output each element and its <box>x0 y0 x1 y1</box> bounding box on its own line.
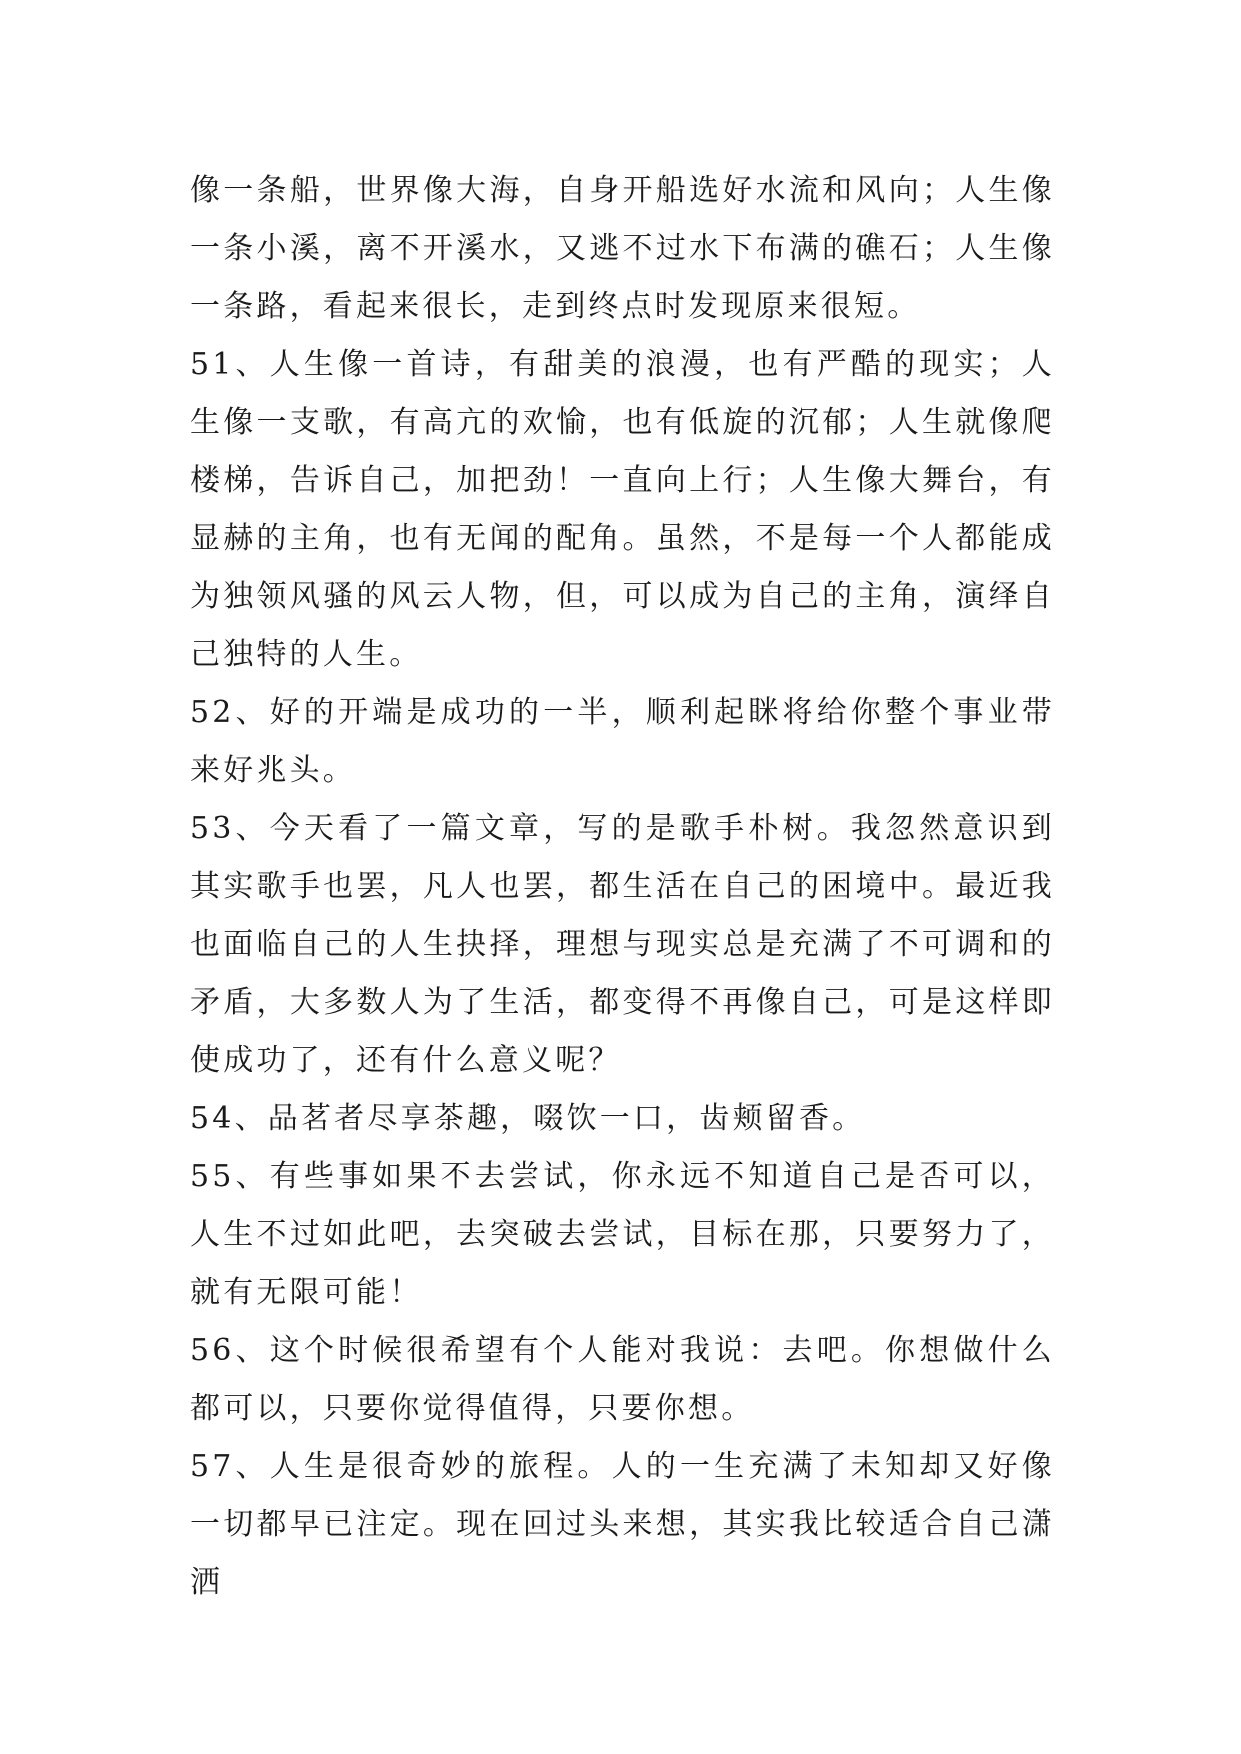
paragraph-51: 51、人生像一首诗，有甜美的浪漫，也有严酷的现实；人生像一支歌，有高亢的欢愉，也有低旋的沉郁；人生就像爬楼梯，告诉自己，加把劲！一直向上行；人生像大舞台，有显赫的主角，也有无闻的配角。虽然，不是每一个人都能成为独领风骚的风云人物，但，可以成为自己的主角，演绎自己独特的人生。 <box>190 347 1055 672</box>
paragraph-56: 56、这个时候很希望有个人能对我说：去吧。你想做什么都可以，只要你觉得值得，只要你想。 <box>190 1333 1055 1426</box>
document-body <box>190 162 1055 1612</box>
paragraph-continued: 像一条船，世界像大海，自身开船选好水流和风向；人生像一条小溪，离不开溪水，又逃不过水下布满的礁石；人生像一条路，看起来很长，走到终点时发现原来很短。 <box>190 173 1055 324</box>
paragraph-57: 57、人生是很奇妙的旅程。人的一生充满了未知却又好像一切都早已注定。现在回过头来想，其实我比较适合自己潇洒 <box>190 1449 1055 1600</box>
paragraph-55: 55、有些事如果不去尝试，你永远不知道自己是否可以，人生不过如此吧，去突破去尝试，目标在那，只要努力了，就有无限可能！ <box>190 1159 1055 1310</box>
paragraph-52: 52、好的开端是成功的一半，顺利起眯将给你整个事业带来好兆头。 <box>190 695 1055 788</box>
paragraph-54: 54、品茗者尽享茶趣，啜饮一口，齿颊留香。 <box>190 1101 866 1136</box>
paragraph-53: 53、今天看了一篇文章，写的是歌手朴树。我忽然意识到其实歌手也罢，凡人也罢，都生活在自己的困境中。最近我也面临自己的人生抉择，理想与现实总是充满了不可调和的矛盾，大多数人为了生活，都变得不再像自己，可是这样即使成功了，还有什么意义呢？ <box>190 811 1055 1078</box>
